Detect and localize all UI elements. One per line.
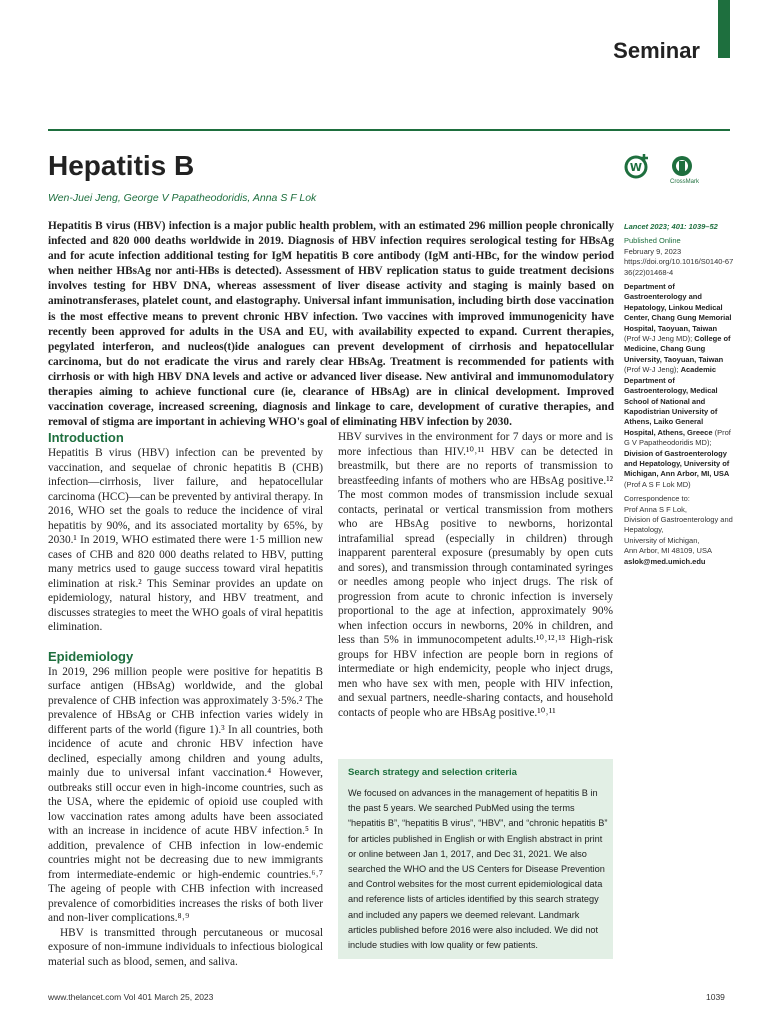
affiliation-2-note: (Prof W-J Jeng); xyxy=(624,365,679,375)
panel-body: We focused on advances in the management of hepatitis B in the past 5 years. We searched PubMed using the terms “hepatitis B”, “hepatitis B virus”, “HBV”, and “chronic hepatitis B” for articles published in English or with English abstract in print or online between Jan 1, 2017, and Dec 31, 2021. We also searched the WHO and the US Centers for Disease Prevention and Control websites for the most current epidemiological data and reference lists of articles identified by this search strategy and included any papers we deemed relevant. Landmark articles published before 2016 were also included. We did not include studies with low quality or few patients. xyxy=(348,788,608,951)
affiliation-3-note: (Prof G V Papatheodoridis MD); xyxy=(624,427,731,448)
affiliation-4-note: (Prof A S F Lok MD) xyxy=(624,479,691,489)
citation: Lancet 2023; 401: 1039–52 xyxy=(624,222,718,231)
oa-icon xyxy=(626,154,648,177)
article-sidebar xyxy=(624,222,734,571)
abstract: Hepatitis B virus (HBV) infection is a major public health problem, with an estimated 296 million people chronically infected and 820 000 deaths worldwide in 2019. Diagnosis of HBV infection requires serological testing for HBsAg and for acute infection additional testing for IgM hepatitis B core antibody (IgM anti-HBc, for the window period when neither HBsAg nor anti-HBs is detected). Assessment of HBV replication status to guide treatment decisions involves testing for HBV DNA, whereas assessment of liver disease activity and staging is mainly based on aminotransferases, platelet count, and elastography. Universal infant immunisation, including birth dose vaccination is the most effective means to prevent chronic HBV infection. Two vaccines with improved immunogenicity have recently been approved for adults in the USA and EU, with availability expected to expand. Current therapies, pegylated interferon, and nucleos(t)ide analogues can prevent development of cirrhosis and hepatocellular carcinoma, but do not eradicate the virus and rarely clear HBsAg. Treatment is recommended for patients with cirrhosis or with high HBV DNA levels and active or advanced liver disease. New antiviral and immunomodulatory therapies aiming to achieve functional cure (ie, clearance of HBsAg) are in clinical development. Improved vaccination coverage, increased screening, diagnosis and linkage to care, development of curative therapies, and removal of stigma are important in achieving WHO's goal of eliminating HBV infection by 2030. xyxy=(48,220,614,429)
correspondence-line-2: University of Michigan, xyxy=(624,535,700,545)
correspondence-email[interactable]: aslok@med.umich.edu xyxy=(624,556,706,566)
published-label: Published Online xyxy=(624,236,681,246)
correspondence-line-3: Ann Arbor, MI 48109, USA xyxy=(624,546,712,556)
correspondence-name: Prof Anna S F Lok, xyxy=(624,504,687,514)
article-badges xyxy=(624,152,704,188)
body-column-1 xyxy=(48,430,323,969)
page-number: 1039 xyxy=(706,992,725,1002)
epidemiology-paragraph-1: In 2019, 296 million people were positive for hepatitis B surface antigen (HBsAg) worldwide, and the global prevalence of CHB infection was approximately 3·5%.² The prevalence of HBsAg or CHB infection varies widely in different parts of the world (figure 1).³ In all countries, both incidence of acute and chronic HBV infection have declined, especially among children and young adults, mainly due to universal infant vaccination.⁴ However, outbreaks still occur even in high-income countries, such as the USA, where the epidemic of opioid use coupled with low vaccination rates among adults have been associated with an increase in incidence of acute HBV infection.⁵ In addition, prevalence of CHB infection in low-endemic countries might not be decreasing due to new immigrants from intermediate-endemic or high-endemic countries.⁶˒⁷ The ageing of people with CHB infection with increased prevalence of comorbidities increases the risks of both liver and non-liver complications.⁸˒⁹ xyxy=(48,665,323,924)
affiliation-1-note: (Prof W-J Jeng MD); xyxy=(624,334,693,344)
affiliation-1: Department of Gastroenterology and Hepatology, Linkou Medical Center, Chang Gung Memorial Hospital, Taoyuan, Taiwan xyxy=(624,282,732,333)
published-date: February 9, 2023 xyxy=(624,246,682,256)
crossmark-icon[interactable] xyxy=(672,156,692,176)
panel-title: Search strategy and selection criteria xyxy=(348,767,517,778)
affiliation-4: Division of Gastroenterology and Hepatology, University of Michigan, Ann Arbor, MI, USA xyxy=(624,448,730,479)
affiliation-2: College of Medicine, Chang Gung University, Taoyuan, Taiwan xyxy=(624,334,731,364)
epidemiology-heading: Epidemiology xyxy=(48,648,134,664)
article-title: Hepatitis B xyxy=(48,150,195,181)
journal-color-bar xyxy=(718,0,730,58)
author-list: Wen-Juei Jeng, George V Papatheodoridis, Anna S F Lok xyxy=(48,192,317,204)
svg-text:W: W xyxy=(629,161,643,174)
crossmark-label: CrossMark xyxy=(670,179,700,185)
transmission-paragraph: HBV survives in the environment for 7 days or more and is more infectious than HIV.¹⁰˒¹¹ HBV can be detected in breastmilk, but there are no reports of transmission to breastfeeding infants of mothers who are HBsAg positive.¹² The most common modes of transmission include sexual contacts, perinatal or vertical transmission from mothers who are HBsAg positive to newborns, horizontal intrafamilial spread (especially in children) through inapparent parenteral exposure (presumably by open cuts and sores), and transmission through contaminated syringes or needles among people who inject drugs. The risk of progression from acute to chronic infection is inversely proportional to the age at infection, approximately 90% when infection occurs in newborns, 20% in children, and less than 5% in immunocompetent adults.¹⁰˒¹²˒¹³ High-risk groups for HBV infection are people born in regions of intermediate or high endemicity, people who inject drugs, men who have sex with men, people with HIV infection, and sexual partners, needle-sharing contacts, and household contacts of people who are HBsAg positive.¹⁰˒¹¹ xyxy=(338,431,613,719)
correspondence-label: Correspondence to: xyxy=(624,494,690,504)
header-rule xyxy=(48,129,730,131)
introduction-paragraph: Hepatitis B virus (HBV) infection can be prevented by vaccination, and sequelae of chronic hepatitis B (CHB) infection—cirrhosis, liver failure, and hepatocellular carcinoma (HCC)—can be prevented by antiviral therapy. In 2016, WHO set the goals to reduce the incidence of viral hepatitis by 90%, and its associated mortality by 65%, by 2030.¹ In 2019, WHO estimated there were 1·5 million new cases of CHB and 820 000 deaths related to HBV, putting many metrics used to gauge success toward viral hepatitis elimination at risk.² This Seminar provides an update on epidemiology, natural history, and HBV treatment, and discusses strategies to meet the WHO goals of viral hepatitis elimination. xyxy=(48,447,323,633)
doi-link[interactable]: https://doi.org/10.1016/S0140-6736(22)01468-4 xyxy=(624,257,734,277)
footer-journal-info: www.thelancet.com Vol 401 March 25, 2023 xyxy=(48,992,214,1002)
introduction-heading: Introduction xyxy=(48,430,124,445)
section-label: Seminar xyxy=(613,38,700,63)
affiliation-3: Academic Department of Gastroenterology, Medical School of National and Kapodistrian University of Athens, Laiko General Hospital, Athens, Greece xyxy=(624,365,718,437)
epidemiology-paragraph-2: HBV is transmitted through percutaneous or mucosal exposure of non-immune individuals to infectious biological material such as blood, semen, and saliva. xyxy=(48,926,323,968)
correspondence-line-1: Division of Gastroenterology and Hepatology, xyxy=(624,514,733,535)
body-column-2 xyxy=(338,430,613,720)
